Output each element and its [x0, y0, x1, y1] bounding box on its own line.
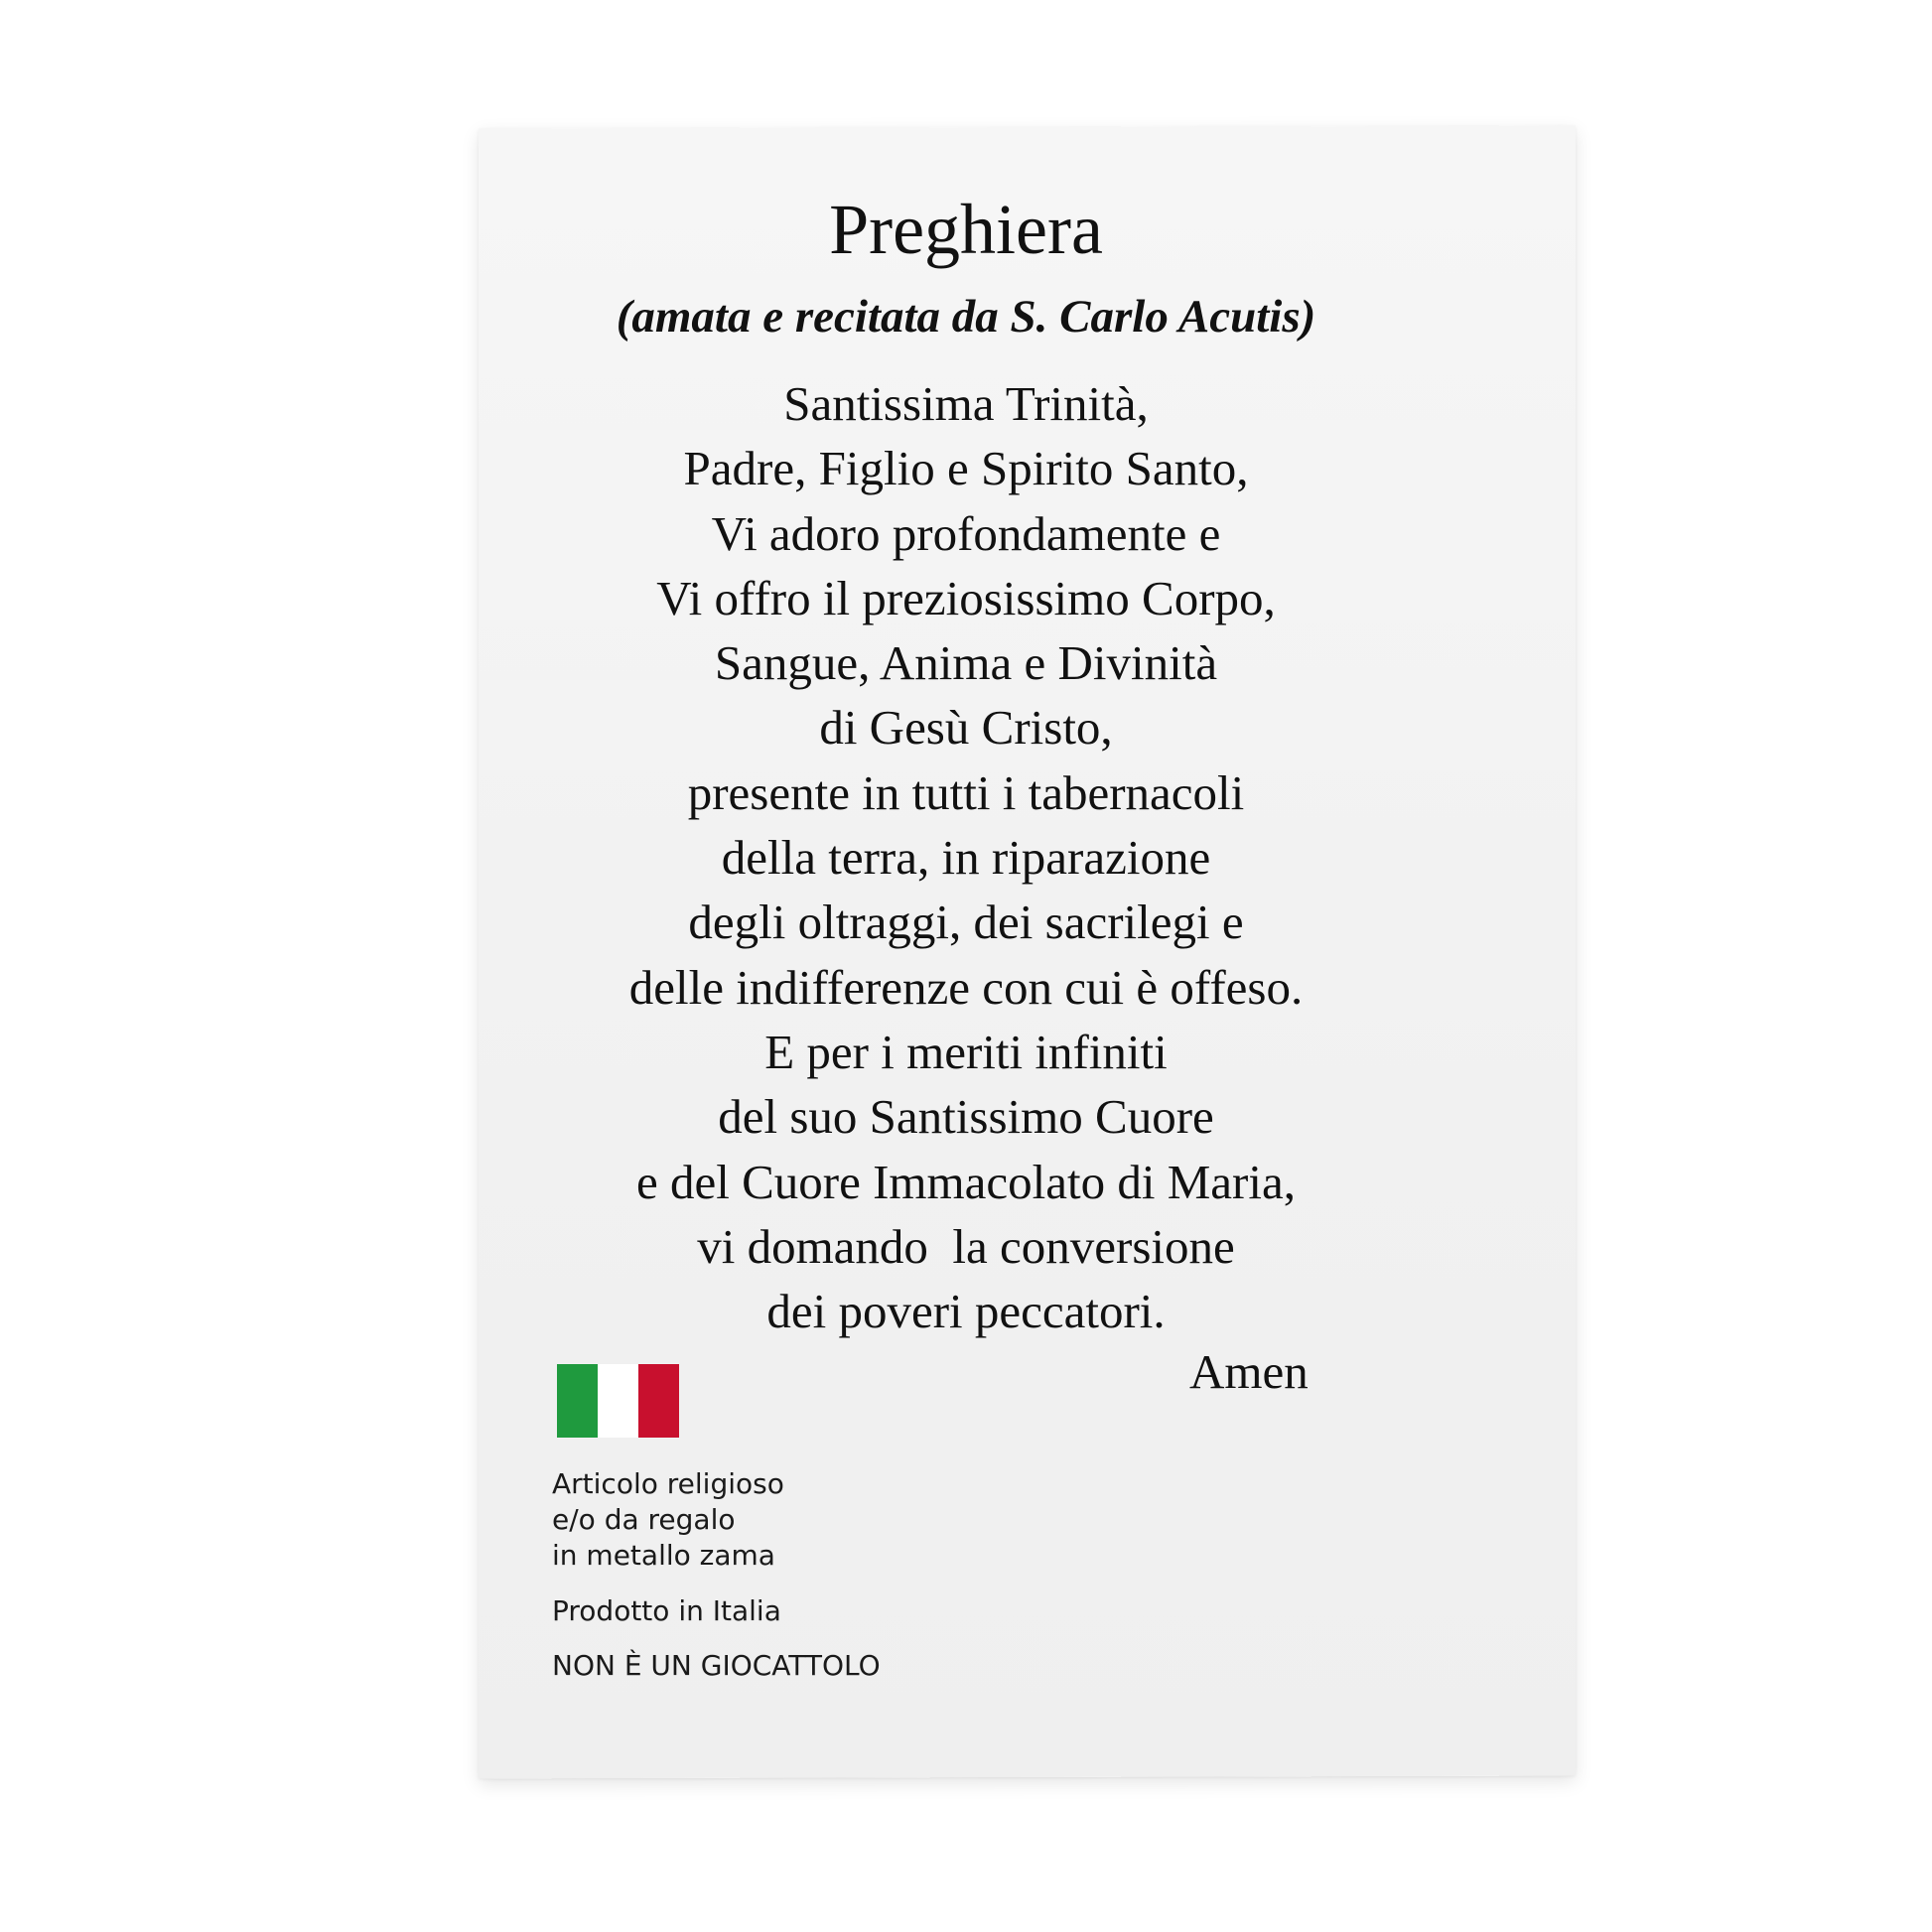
- prayer-title: Preghiera: [829, 190, 1103, 269]
- prayer-line: della terra, in riparazione: [721, 830, 1211, 886]
- product-info: [552, 1466, 784, 1574]
- prayer-text: [0, 371, 1932, 1343]
- prayer-line: Santissima Trinità,: [783, 376, 1149, 431]
- prayer-line: dei poveri peccatori.: [766, 1284, 1166, 1339]
- prayer-amen: Amen: [1189, 1344, 1309, 1399]
- italian-flag-icon: [557, 1364, 679, 1438]
- warning-label: [552, 1648, 881, 1684]
- made-in-text: Prodotto in Italia: [552, 1594, 781, 1627]
- warning-text: NON È UN GIOCATTOLO: [552, 1649, 881, 1682]
- prayer-line: di Gesù Cristo,: [819, 700, 1113, 756]
- product-info-line: e/o da regalo: [552, 1503, 736, 1536]
- flag-stripe-green: [557, 1364, 598, 1438]
- prayer-line: E per i meriti infiniti: [764, 1024, 1168, 1079]
- made-in-label: [552, 1593, 781, 1629]
- prayer-line: delle indifferenze con cui è offeso.: [628, 959, 1304, 1015]
- prayer-line: Padre, Figlio e Spirito Santo,: [683, 441, 1249, 496]
- prayer-line: Vi adoro profondamente e: [711, 505, 1221, 561]
- prayer-line: vi domando la conversione: [697, 1218, 1235, 1274]
- flag-stripe-red: [638, 1364, 679, 1438]
- product-info-line: Articolo religioso: [552, 1467, 784, 1500]
- prayer-line: presente in tutti i tabernacoli: [687, 764, 1245, 820]
- product-info-line: in metallo zama: [552, 1539, 775, 1572]
- flag-stripe-white: [598, 1364, 638, 1438]
- prayer-line: degli oltraggi, dei sacrilegi e: [688, 895, 1244, 950]
- prayer-line: del suo Santissimo Cuore: [718, 1089, 1214, 1145]
- prayer-line: Vi offro il preziosissimo Corpo,: [656, 570, 1276, 625]
- prayer-line: e del Cuore Immacolato di Maria,: [636, 1154, 1296, 1209]
- prayer-line: Sangue, Anima e Divinità: [714, 635, 1218, 691]
- prayer-subtitle: (amata e recitata da S. Carlo Acutis): [616, 291, 1316, 343]
